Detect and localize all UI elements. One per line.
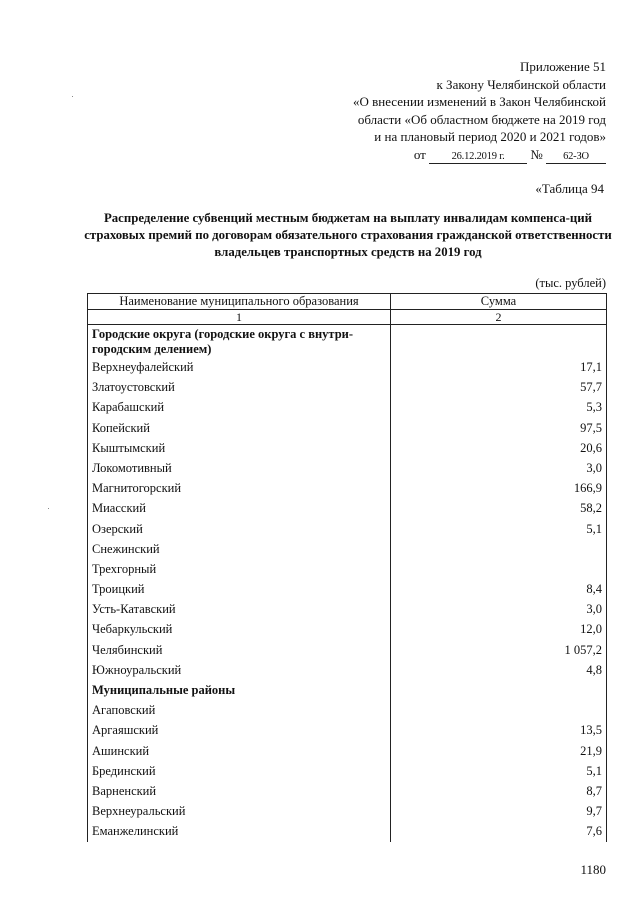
municipality-name: Чебаркульский	[88, 619, 391, 639]
table-row	[88, 377, 607, 397]
law-reference-line: области «Об областном бюджете на 2019 год	[357, 111, 606, 127]
subvention-amount	[391, 559, 607, 579]
table-row	[88, 458, 607, 478]
municipality-name: Брединский	[88, 761, 391, 781]
group-row	[88, 680, 607, 700]
law-reference-line: к Закону Челябинской области	[436, 76, 606, 92]
scan-speck	[72, 96, 73, 97]
law-reference-line: «О внесении изменений в Закон Челябинской	[352, 94, 606, 109]
table-row	[88, 619, 607, 639]
page-number: 1180	[580, 862, 606, 877]
column-number-2: 2	[391, 310, 607, 325]
subvention-table	[87, 293, 607, 842]
subvention-amount: 8,4	[391, 579, 607, 599]
municipality-name: Кыштымский	[88, 438, 391, 458]
subvention-amount: 97,5	[391, 418, 607, 438]
table-row	[88, 357, 607, 377]
table-row	[88, 821, 607, 841]
municipality-name: Трехгорный	[88, 559, 391, 579]
subvention-amount: 13,5	[391, 720, 607, 740]
scan-speck	[48, 508, 49, 509]
municipality-name: Троицкий	[88, 579, 391, 599]
column-number-row	[88, 310, 607, 325]
table-row	[88, 741, 607, 761]
municipality-name: Копейский	[88, 418, 391, 438]
group-row	[88, 325, 607, 358]
municipality-name: Карабашский	[88, 397, 391, 417]
table-row	[88, 801, 607, 821]
table-row	[88, 478, 607, 498]
table-row	[88, 781, 607, 801]
municipality-name: Озерский	[88, 519, 391, 539]
municipality-name: Агаповский	[88, 700, 391, 720]
municipality-name: Южноуральский	[88, 660, 391, 680]
column-number-1: 1	[88, 310, 391, 325]
law-date-number	[353, 146, 606, 164]
units-label: (тыс. рублей)	[535, 276, 606, 290]
from-label: от	[413, 146, 426, 162]
subvention-amount	[391, 700, 607, 720]
table-row	[88, 438, 607, 458]
law-number: 62-ЗО	[546, 150, 606, 164]
table-row	[88, 660, 607, 680]
column-header-sum: Сумма	[391, 294, 607, 310]
number-label: №	[530, 146, 543, 162]
table-row	[88, 579, 607, 599]
table-row	[88, 640, 607, 660]
group-name: Городские округа (городские округа с внутри-городским делением)	[88, 325, 391, 358]
municipality-name: Усть-Катавский	[88, 599, 391, 619]
municipality-name: Верхнеуральский	[88, 801, 391, 821]
subvention-amount: 3,0	[391, 599, 607, 619]
subvention-amount: 3,0	[391, 458, 607, 478]
subvention-amount: 12,0	[391, 619, 607, 639]
document-title: Распределение субвенций местным бюджетам на выплату инвалидам компенса-ций страховых премий по договорам обязательного страхования гражданской ответственности владельцев транспортных средств на 2019 год	[84, 211, 612, 259]
subvention-amount: 1 057,2	[391, 640, 607, 660]
municipality-name: Златоустовский	[88, 377, 391, 397]
law-reference-line: и на плановый период 2020 и 2021 годов»	[374, 129, 606, 144]
municipality-name: Варненский	[88, 781, 391, 801]
law-date: 26.12.2019 г.	[429, 150, 527, 164]
subvention-amount: 8,7	[391, 781, 607, 801]
subvention-amount: 5,1	[391, 761, 607, 781]
subvention-amount: 7,6	[391, 821, 607, 841]
municipality-name: Аргаяшский	[88, 720, 391, 740]
table-header-row	[88, 294, 607, 310]
table-row	[88, 720, 607, 740]
subvention-amount: 21,9	[391, 741, 607, 761]
group-sum	[391, 680, 607, 700]
table-row	[88, 599, 607, 619]
subvention-amount: 57,7	[391, 377, 607, 397]
table-row	[88, 700, 607, 720]
subvention-amount: 17,1	[391, 357, 607, 377]
subvention-amount: 9,7	[391, 801, 607, 821]
group-sum	[391, 325, 607, 358]
column-header-name: Наименование муниципального образования	[88, 294, 391, 310]
subvention-amount: 5,1	[391, 519, 607, 539]
appendix-header	[353, 58, 606, 164]
subvention-amount	[391, 539, 607, 559]
table-row	[88, 418, 607, 438]
table-row	[88, 498, 607, 518]
municipality-name: Верхнеуфалейский	[88, 357, 391, 377]
appendix-number: Приложение 51	[519, 59, 606, 74]
table-row	[88, 761, 607, 781]
subvention-amount: 20,6	[391, 438, 607, 458]
municipality-name: Снежинский	[88, 539, 391, 559]
table-row	[88, 559, 607, 579]
table-row	[88, 519, 607, 539]
table-row	[88, 397, 607, 417]
municipality-name: Ашинский	[88, 741, 391, 761]
municipality-name: Челябинский	[88, 640, 391, 660]
table-label: «Таблица 94	[535, 181, 604, 196]
subvention-amount: 58,2	[391, 498, 607, 518]
table-row	[88, 539, 607, 559]
subvention-amount: 5,3	[391, 397, 607, 417]
municipality-name: Еманжелинский	[88, 821, 391, 841]
subvention-amount: 4,8	[391, 660, 607, 680]
municipality-name: Локомотивный	[88, 458, 391, 478]
municipality-name: Миасский	[88, 498, 391, 518]
group-name: Муниципальные районы	[88, 680, 391, 700]
municipality-name: Магнитогорский	[88, 478, 391, 498]
table-body	[88, 325, 607, 842]
subvention-amount: 166,9	[391, 478, 607, 498]
